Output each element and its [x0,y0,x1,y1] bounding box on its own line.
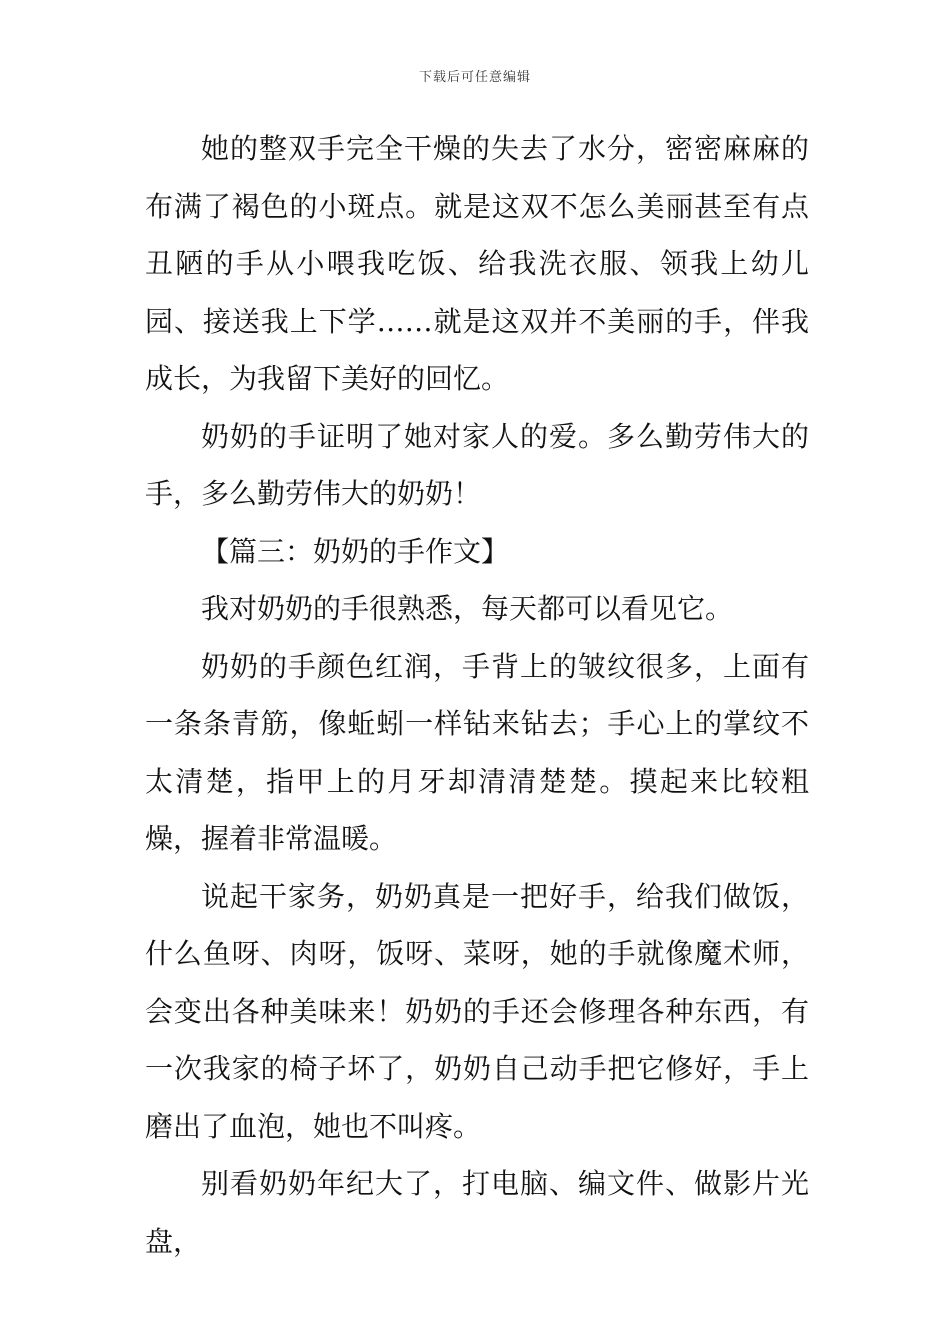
document-body [145,120,809,1270]
paragraph-2: 奶奶的手证明了她对家人的爱。多么勤劳伟大的手，多么勤劳伟大的奶奶！ [145,419,809,510]
section-heading: 【篇三：奶奶的手作文】 [201,534,510,568]
paragraph-3: 我对奶奶的手很熟悉，每天都可以看见它。 [201,592,734,625]
page-header-note: 下载后可任意编辑 [418,70,531,85]
paragraph-1: 她的整双手完全干燥的失去了水分，密密麻麻的布满了褐色的小斑点。就是这双不怎么美丽甚至有点丑陋的手从小喂我吃饭、给我洗衣服、领我上幼儿园、接送我上下学……就是这双并不美丽的手，伴我成长，为我留下美好的回忆。 [145,132,809,395]
paragraph-5: 说起干家务，奶奶真是一把好手，给我们做饭，什么鱼呀、肉呀，饭呀、菜呀，她的手就像魔术师，会变出各种美味来！奶奶的手还会修理各种东西，有一次我家的椅子坏了，奶奶自己动手把它修好，手上磨出了血泡，她也不叫疼。 [145,879,809,1143]
paragraph-4: 奶奶的手颜色红润，手背上的皱纹很多，上面有一条条青筋，像蚯蚓一样钻来钻去；手心上的掌纹不太清楚，指甲上的月牙却清清楚楚。摸起来比较粗燥，握着非常温暖。 [145,649,809,855]
paragraph-6: 别看奶奶年纪大了，打电脑、编文件、做影片光盘， [145,1167,809,1258]
